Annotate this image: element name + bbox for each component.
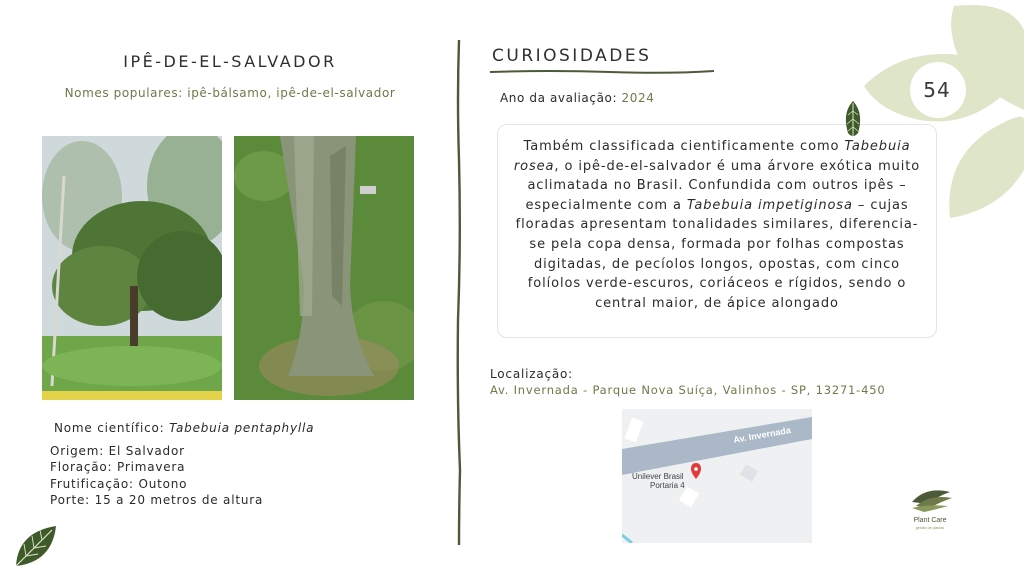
map-street-label: Av. Invernada	[732, 425, 792, 445]
leaf-icon	[12, 522, 60, 570]
scientific-name-label: Nome científico:	[54, 421, 170, 435]
popular-names	[40, 86, 420, 100]
tree-photo	[42, 136, 222, 400]
popular-names-value: ipê-bálsamo, ipê-de-el-salvador	[187, 86, 396, 100]
tree-photo-art	[42, 136, 222, 400]
plant-care-logo-icon	[898, 486, 962, 532]
description-italic: Tabebuia impetiginosa	[686, 197, 853, 213]
logo-tagline: gestão de plantas	[915, 526, 945, 530]
fact-origin: Origem: El Salvador	[50, 444, 185, 458]
description-part: Também classificada cientificamente como	[523, 139, 845, 154]
trunk-photo	[234, 136, 414, 400]
logo-name: Plant Care	[913, 517, 947, 524]
description-part: , o ipê-de-el-salvador é uma árvore exótica muito aclimatada no Brasil. Confundida com outros ipês – especialmente com a	[525, 158, 921, 213]
evaluation-year	[500, 91, 655, 105]
location-address: Av. Invernada - Parque Nova Suíça, Valinhos - SP, 13271-450	[490, 383, 886, 397]
section-title: CURIOSIDADES	[492, 46, 652, 66]
column-divider	[455, 40, 463, 545]
title-underline	[490, 68, 714, 76]
location-map[interactable]	[622, 409, 812, 543]
scientific-name-value: Tabebuia pentaphylla	[169, 421, 315, 435]
map-art	[622, 409, 812, 543]
brand-logo	[898, 486, 962, 532]
description-italic: Tabebuia rosea	[513, 139, 911, 174]
scientific-name	[54, 421, 314, 435]
page-number: 54	[923, 78, 951, 102]
trunk-photo-art	[234, 136, 414, 400]
fact-fruiting: Frutificação: Outono	[50, 477, 188, 491]
location-label: Localização:	[490, 367, 574, 381]
fact-size: Porte: 15 a 20 metros de altura	[50, 493, 264, 507]
map-poi-label-2: Portaria 4	[650, 481, 685, 490]
decorative-leaves	[860, 0, 1024, 222]
popular-names-label: Nomes populares:	[64, 86, 188, 100]
fact-flowering: Floração: Primavera	[50, 460, 186, 474]
evaluation-year-label: Ano da avaliação:	[500, 91, 622, 105]
species-title: IPÊ-DE-EL-SALVADOR	[123, 52, 337, 71]
evaluation-year-value: 2024	[621, 91, 655, 105]
description-part: – cujas floradas apresentam tonalidades similares, diferencia-se pela copa densa, formada por folhas compostas digitadas, de pecíolos longos, opostas, com cinco folíolos verde-escuros, coriáceos e rígidos, sendo o central maior, de ápice alongado	[515, 197, 919, 311]
map-poi-label-1: Unilever Brasil	[632, 472, 684, 481]
